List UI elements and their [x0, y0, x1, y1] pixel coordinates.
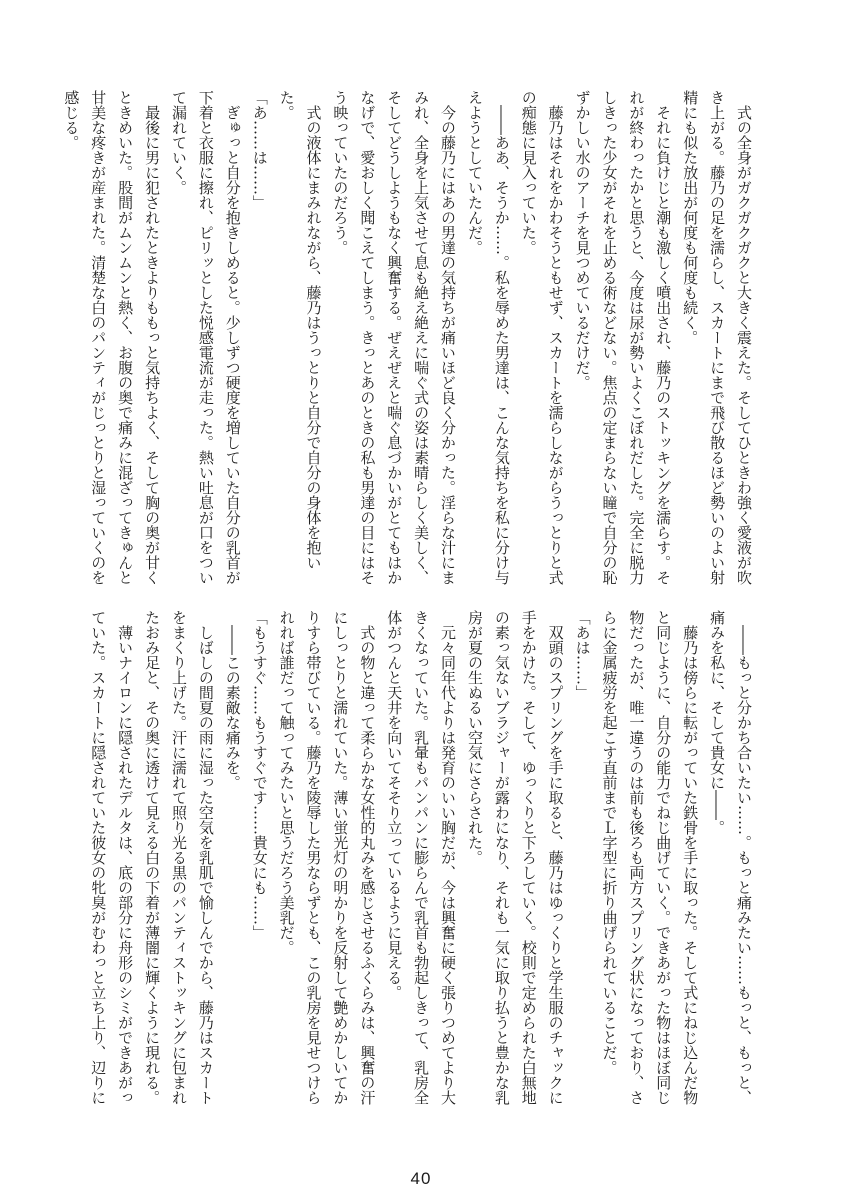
paragraph: 最後に男に犯されたときよりももっと気持ちよく、そして胸の奥が甘くときめいた。股間がムンムンと熱く、お腹の奥で痛みに混ざってきゅんと甘美な疼きが産まれた。清楚な白のパンティがじっとりと湿っていくのを感じる。	[62, 90, 162, 585]
paragraph: 式の全身がガクガクガクと大きく震えた。そしてひときわ強く愛液が吹き上がる。藤乃の足を濡らし、スカートにまで飛び散るほど勢いのよい射精にも似た放出が何度も何度も続く。	[681, 90, 753, 585]
paragraph: ――この素敵な痛みを。	[223, 625, 242, 790]
paragraph: 元々同年代よりは発育のいい胸だが、今は興奮に硬く張りつめてより大きくなっていた。乳暈もパンパンに膨らんで乳首も勃起しきって、乳房全体がつんと天井を向いてそそり立っているように見える。	[385, 610, 458, 1105]
paragraph: しばしの間夏の雨に湿った空気を乳肌で愉しんでから、藤乃はスカートをまくり上げた。汗に濡れて照り光る黒のパンティストッキングに包まれたおみ足と、その奥に透けて見える白の下着が薄闇に輝くように現れる。	[143, 610, 215, 1105]
paragraph: ――ああ、そうか……。私を辱めた男達は、こんな気持ちを私に分け与えようとしていたんだ。	[465, 90, 511, 585]
paragraph: 藤乃はそれをかわそうともせず、スカートを濡らしながらうっとりと式の痴態に見入っていた。	[519, 90, 565, 585]
paragraph: 式の液体にまみれながら、藤乃はうっとりと自分で自分の身体を抱いた。	[277, 90, 323, 570]
paragraph: ――もっと分かち合いたい……。もっと痛みたい……もっと、もっと、痛みを私に、そして貴女に――。	[708, 610, 753, 1105]
paragraph: 薄いナイロンに隠されたデルタは、底の部分に舟形のシミができあがっていた。スカートに隠されていた彼女の牝臭がむわっと立ち上り、辺りに	[89, 610, 135, 1105]
paragraph: 式の物と違って柔らかな女性的丸みを感じさせるふくらみは、興奮の汗にしっとりと濡れていた。薄い蛍光灯の明かりを反射して艶めかしいてかりすら帯びている。藤乃を陵辱した男ならずとも、この乳房を見せつけられれば誰だって触ってみたいと思うだろう美乳だ。	[277, 610, 377, 1105]
paragraph: 双頭のスプリングを手に取ると、藤乃はゆっくりと学生服のチャックに手をかけた。そして、ゆっくりと下ろしていく。校則で定められた白無地の素っ気ないブラジャーが露わになり、それも一気に取り払うと豊かな乳房が夏の生ぬるい空気にさらされた。	[465, 610, 565, 1105]
paragraph-dialogue: 「あ……は……」	[250, 90, 269, 210]
text-block-lower	[84, 610, 757, 1108]
paragraph: 今の藤乃にはあの男達の気持ちが痛いほど良く分かった。淫らな汁にまみれ、全身を上気させて息も絶え絶えに喘ぐ式の姿は素晴らしく美しく、そしてどうしようもなく興奮する。ぜえぜえと喘ぐ息づかいがとてもはかなげで、愛おしく聞こえてしまう。きっとあのときの私も男達の目にはそう映っていたのだろう。	[331, 90, 458, 585]
paragraph-dialogue: 「あは……」	[573, 610, 592, 700]
page-number: 40	[410, 1169, 432, 1188]
paragraph: 藤乃は傍らに転がっていた鉄骨を手に取った。そして式にねじ込んだ物と同じように、自分の能力でねじ曲げていく。できあがった物はほぼ同じ物だったが、唯一違うのは前も後ろも両方スプリング状になっており、さらに金属疲労を起こす直前までＬ字型に折り曲げられていることだ。	[600, 610, 700, 1105]
paragraph: それに負けじと潮も激しく噴出され、藤乃のストッキングを濡らす。それが終わったかと思うと、今度は尿が勢いよくこぼれだした。完全に脱力しきった少女がそれを止める術などない。焦点の定まらない瞳で自分の恥ずかしい水のアーチを見つめているだけだ。	[573, 90, 673, 585]
paragraph: ぎゅっと自分を抱きしめると。少しずつ硬度を増していた自分の乳首が下着と衣服に擦れ、ピリッとした悦感電流が走った。熱い吐息が口をついて漏れていく。	[169, 90, 242, 585]
paragraph-dialogue: 「もうすぐ……もうすぐです……貴女にも……」	[250, 610, 269, 940]
text-block-upper	[57, 90, 757, 588]
